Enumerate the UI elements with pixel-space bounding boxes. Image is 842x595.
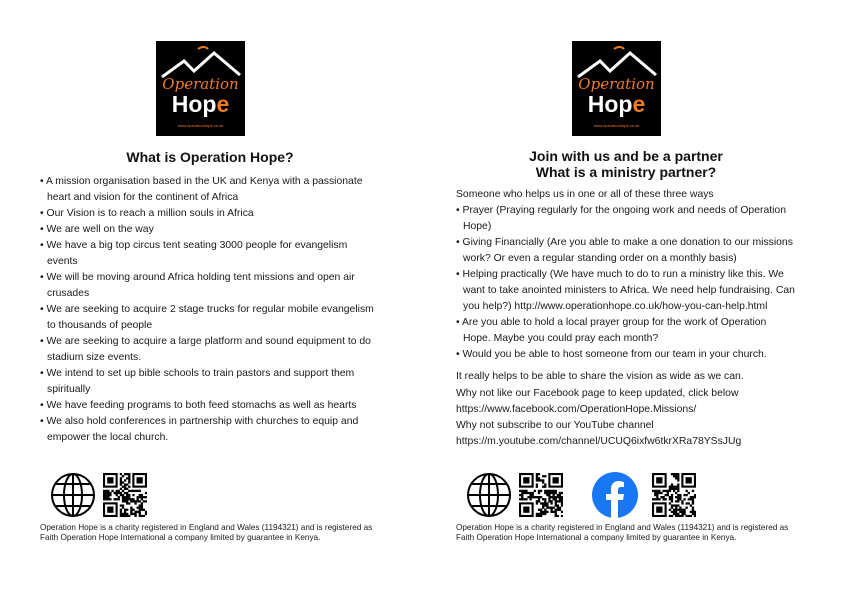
list-item: • Helping practically (We have much to do to run a ministry like this. We want to take anointed ministers to Africa. We need help fundraising. Can you help?) http://www.operationhope.co.uk/how-you-can-help.html: [456, 267, 796, 315]
list-item: • A mission organisation based in the UK and Kenya with a passionate heart and vision for the continent of Africa: [40, 174, 380, 206]
facebook-link[interactable]: https://www.facebook.com/OperationHope.Missions/: [456, 403, 697, 415]
section-title: What is Operation Hope?: [126, 149, 294, 165]
globe-icon[interactable]: [466, 472, 512, 518]
list-item: • We are seeking to acquire 2 stage trucks for regular mobile evangelism to thousands of people: [40, 302, 380, 334]
list-item: • We intend to set up bible schools to train pastors and support them spiritually: [40, 366, 380, 398]
operation-hope-logo: Operation Hope www.operationhope.co.uk: [572, 41, 661, 136]
list-item: • We are seeking to acquire a large platform and sound equipment to do stadium size events.: [40, 334, 380, 366]
qr-code-website[interactable]: [103, 473, 147, 517]
left-bullet-list: [40, 174, 380, 446]
charity-footer: Operation Hope is a charity registered in England and Wales (1194321) and is registered as Faith Operation Hope International a company limited by guarantee in Kenya.: [456, 523, 789, 542]
list-item: • Are you able to hold a local prayer group for the work of Operation Hope. Maybe you could pray each month?: [456, 315, 796, 347]
youtube-link[interactable]: https://m.youtube.com/channel/UCUQ6ixfw6tkrXRa78YSsJUg: [456, 436, 742, 448]
list-item: • Giving Financially (Are you able to make a one donation to our missions work? Or even a regular standing order on a monthly basis): [456, 235, 796, 267]
qr-code-facebook[interactable]: [652, 473, 696, 517]
facebook-icon[interactable]: [592, 472, 638, 518]
list-item: • We also hold conferences in partnership with churches to equip and empower the local church.: [40, 414, 380, 446]
right-bullet-list: [456, 203, 796, 363]
globe-icon[interactable]: [50, 472, 96, 518]
list-item: • We have feeding programs to both feed stomachs as well as hearts: [40, 398, 380, 414]
list-item: • Would you be able to host someone from our team in your church.: [456, 347, 796, 363]
list-item: • Prayer (Praying regularly for the ongoing work and needs of Operation Hope): [456, 203, 796, 235]
section-title: Join with us and be a partner What is a ministry partner?: [529, 148, 723, 180]
list-item: • We will be moving around Africa holding tent missions and open air crusades: [40, 270, 380, 302]
list-item: • We are well on the way: [40, 222, 380, 238]
operation-hope-logo: Operation Hope www.operationhope.co.uk: [156, 41, 245, 136]
list-item: • Our Vision is to reach a million souls in Africa: [40, 206, 380, 222]
charity-footer: Operation Hope is a charity registered in England and Wales (1194321) and is registered as Faith Operation Hope International a company limited by guarantee in Kenya.: [40, 523, 373, 542]
qr-code-website[interactable]: [519, 473, 563, 517]
partner-text: Someone who helps us in one or all of these three ways • Prayer (Praying regularly for the ongoing work and needs of Operation Hope) • Giving Financially (Are you able to make a one donation to our missions work? Or even a regular standing order on a monthly basis) • Helping practically (We have much to do to run a ministry like this. We want to take anointed ministers to Africa. We need help fundraising. Can you help?) http://www.operationhope.co.uk/how-you-can-help.html • Are you able to hold a local prayer group for the work of Operation Hope. Maybe you could pray each month? • Would you be able to host someone from our team in your church. It really helps to be able to share the vision as wide as we can. Why not like our Facebook page to keep updated, click below https://www.facebook.com/OperationHope.Missions/ Why not subscribe to our YouTube channel https://m.youtube.com/channel/UCUQ6ixfw6tkrXRa78YSsJUg: [456, 187, 796, 451]
list-item: • We have a big top circus tent seating 3000 people for evangelism events: [40, 238, 380, 270]
